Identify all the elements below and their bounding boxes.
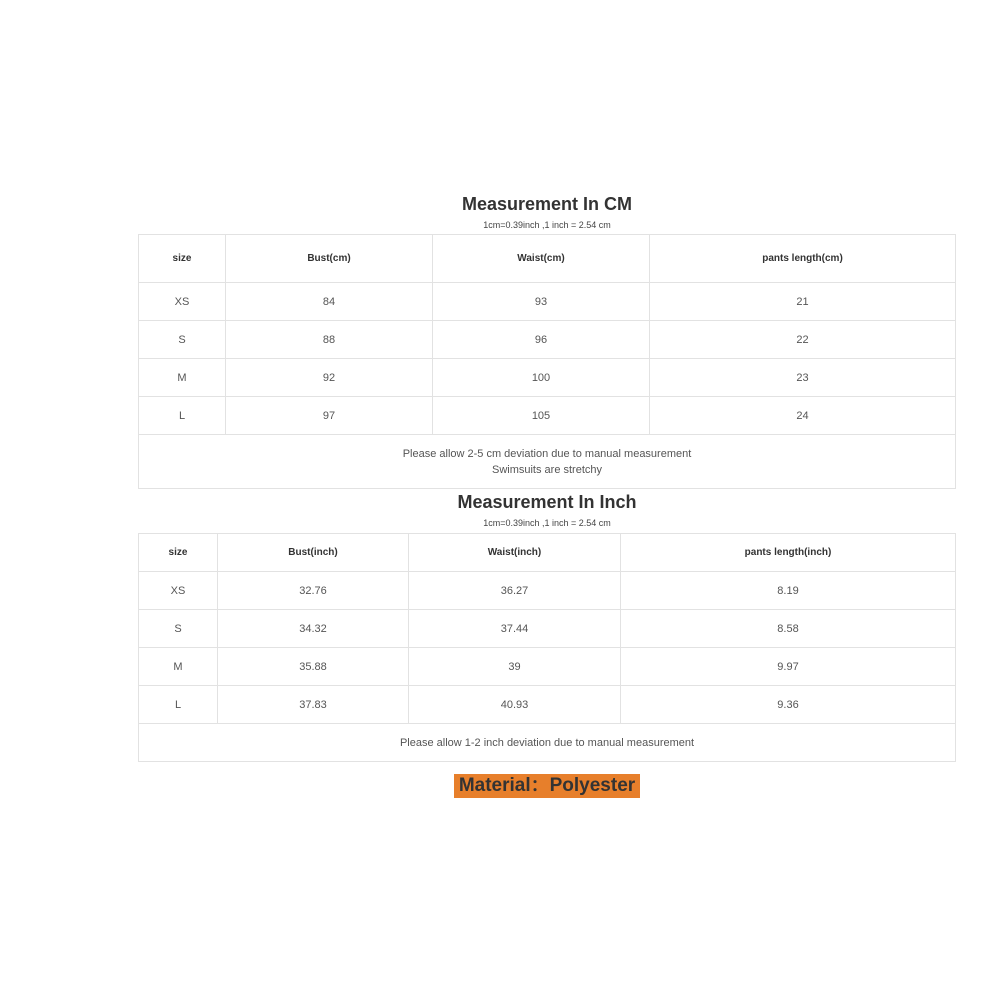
deviation-note: Please allow 1-2 inch deviation due to manual measurement [399, 736, 695, 749]
material-label: Material：Polyester [454, 774, 640, 798]
inch-size-table [138, 533, 956, 762]
waist-cell: 36.27 [409, 572, 621, 609]
size-cell: S [139, 321, 226, 358]
cm-table-title: Measurement In CM [461, 194, 633, 214]
size-cell: L [139, 397, 226, 434]
pants-length-cell: 8.58 [621, 610, 956, 647]
table-row [139, 610, 956, 648]
table-row [139, 283, 956, 321]
bust-cell: 35.88 [218, 648, 409, 685]
bust-cell: 84 [226, 283, 433, 320]
header-size: size [139, 235, 226, 282]
size-cell: L [139, 686, 218, 723]
table-row [139, 359, 956, 397]
table-footnote [139, 435, 956, 489]
waist-cell: 40.93 [409, 686, 621, 723]
waist-cell: 39 [409, 648, 621, 685]
table-header-row [139, 235, 956, 283]
header-waist: Waist(inch) [409, 534, 621, 571]
pants-length-cell: 22 [650, 321, 956, 358]
waist-cell: 105 [433, 397, 650, 434]
inch-conversion-note: 1cm=0.39inch ,1 inch = 2.54 cm [483, 518, 611, 528]
size-cell: XS [139, 283, 226, 320]
size-cell: M [139, 359, 226, 396]
stretch-note: Swimsuits are stretchy [491, 463, 603, 476]
bust-cell: 37.83 [218, 686, 409, 723]
bust-cell: 34.32 [218, 610, 409, 647]
bust-cell: 97 [226, 397, 433, 434]
waist-cell: 100 [433, 359, 650, 396]
waist-cell: 96 [433, 321, 650, 358]
pants-length-cell: 8.19 [621, 572, 956, 609]
table-row [139, 572, 956, 610]
table-row [139, 686, 956, 724]
pants-length-cell: 9.36 [621, 686, 956, 723]
size-cell: XS [139, 572, 218, 609]
header-bust: Bust(inch) [218, 534, 409, 571]
header-bust: Bust(cm) [226, 235, 433, 282]
table-row [139, 648, 956, 686]
cm-conversion-note: 1cm=0.39inch ,1 inch = 2.54 cm [483, 220, 611, 230]
header-pants-length: pants length(cm) [650, 235, 956, 282]
table-row [139, 321, 956, 359]
table-header-row [139, 534, 956, 572]
table-row [139, 397, 956, 435]
pants-length-cell: 21 [650, 283, 956, 320]
header-size: size [139, 534, 218, 571]
cm-size-table [138, 234, 956, 489]
table-footnote [139, 724, 956, 762]
size-cell: S [139, 610, 218, 647]
inch-table-title: Measurement In Inch [457, 492, 637, 512]
pants-length-cell: 24 [650, 397, 956, 434]
size-cell: M [139, 648, 218, 685]
header-pants-length: pants length(inch) [621, 534, 956, 571]
bust-cell: 32.76 [218, 572, 409, 609]
pants-length-cell: 9.97 [621, 648, 956, 685]
waist-cell: 93 [433, 283, 650, 320]
deviation-note: Please allow 2-5 cm deviation due to manual measurement [402, 447, 692, 460]
bust-cell: 88 [226, 321, 433, 358]
waist-cell: 37.44 [409, 610, 621, 647]
header-waist: Waist(cm) [433, 235, 650, 282]
pants-length-cell: 23 [650, 359, 956, 396]
bust-cell: 92 [226, 359, 433, 396]
